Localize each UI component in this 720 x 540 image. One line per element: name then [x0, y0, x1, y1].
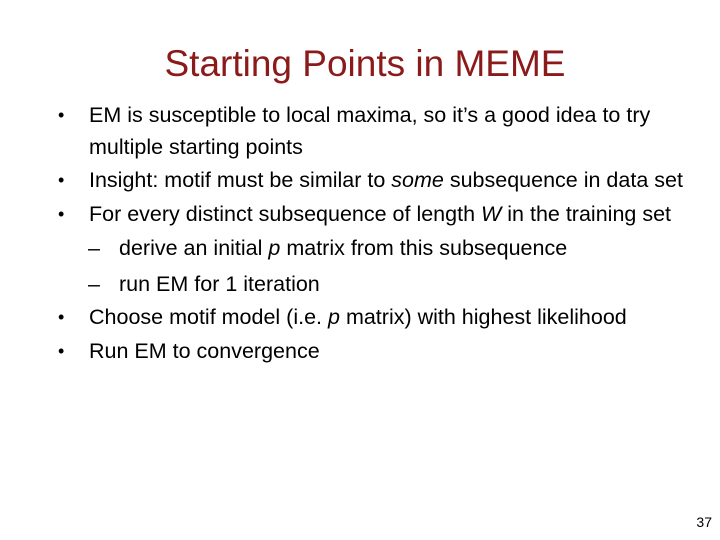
- bullet-text: subsequence in data set: [443, 168, 683, 192]
- sub-bullet-text: run EM for 1 iteration: [119, 272, 320, 296]
- sub-bullet-item: [58, 266, 698, 302]
- sub-bullet-emphasis: p: [268, 236, 281, 260]
- bullet-text: EM is susceptible to local maxima, so it’s a good idea to try multiple starting points: [89, 103, 651, 159]
- dash-marker: –: [88, 272, 100, 296]
- bullet-item: [58, 199, 698, 231]
- bullet-emphasis: p: [328, 305, 340, 329]
- sub-bullet-text: matrix from this subsequence: [280, 236, 568, 260]
- bullet-item: [58, 336, 698, 368]
- bullet-emphasis: W: [481, 201, 502, 226]
- bullet-marker: •: [58, 105, 65, 125]
- bullet-item: [58, 302, 698, 334]
- slide-title: Starting Points in MEME: [164, 43, 566, 84]
- bullet-list: [58, 100, 698, 367]
- bullet-text: For every distinct subsequence of length: [89, 201, 481, 226]
- bullet-marker: •: [58, 203, 65, 224]
- bullet-text: Run EM to convergence: [89, 338, 320, 363]
- sub-bullet-text: derive an initial: [119, 236, 269, 260]
- bullet-item: [58, 100, 698, 163]
- bullet-text: in the training set: [501, 201, 672, 226]
- bullet-text: Choose motif model (i.e.: [89, 305, 328, 329]
- bullet-marker: •: [58, 307, 65, 327]
- bullet-emphasis: some: [391, 168, 444, 192]
- bullet-marker: •: [58, 340, 65, 361]
- bullet-text: matrix) with highest likelihood: [339, 305, 627, 329]
- bullet-marker: •: [58, 170, 65, 190]
- page-number: 37: [696, 514, 712, 530]
- dash-marker: –: [88, 236, 100, 260]
- bullet-item: [58, 165, 698, 197]
- sub-bullet-item: [58, 230, 698, 266]
- bullet-text: Insight: motif must be similar to: [89, 168, 392, 192]
